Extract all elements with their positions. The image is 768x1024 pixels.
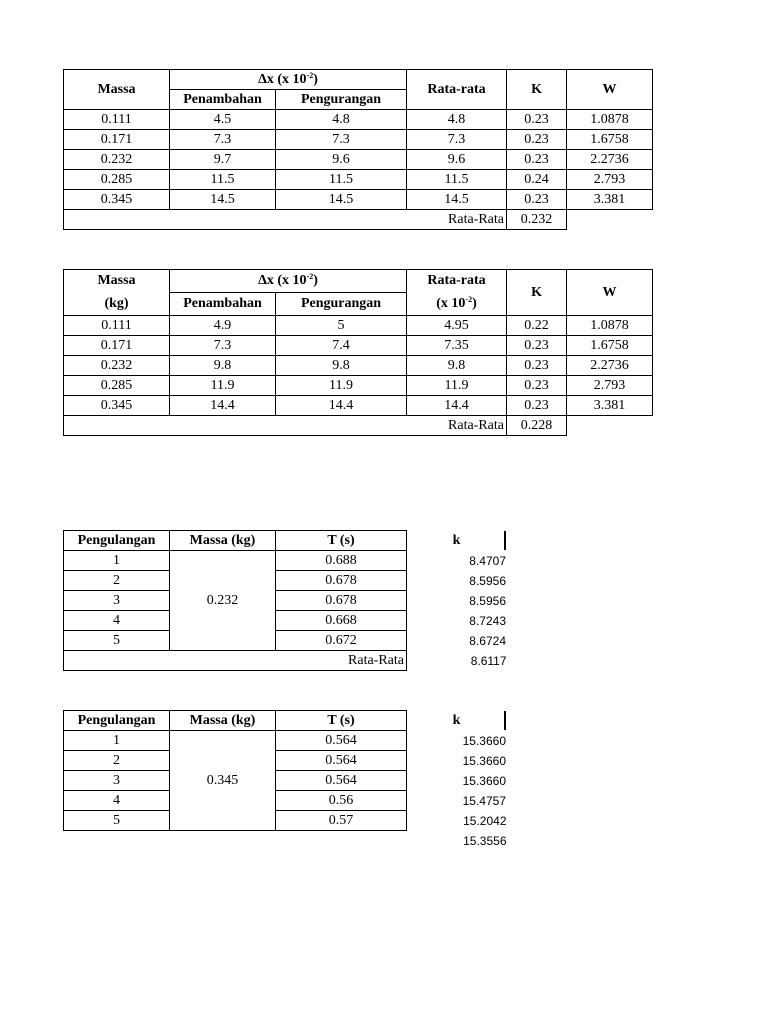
header-k: k [452, 712, 461, 728]
header-massa: Massa [64, 70, 170, 110]
header-penambahan: Penambahan [170, 293, 276, 316]
cell-w: 2.793 [567, 376, 653, 396]
cell-w: 1.6758 [567, 130, 653, 150]
cell-k: 15.4757 [462, 793, 506, 808]
cell-w: 2.793 [567, 170, 653, 190]
table-row [64, 771, 507, 791]
cell-massa: 0.111 [64, 316, 170, 336]
header-t: T (s) [276, 531, 407, 551]
table-row [64, 591, 507, 611]
cell-t: 0.678 [276, 591, 407, 611]
cell-pengurangan: 14.4 [276, 396, 407, 416]
header-k: k [452, 532, 461, 548]
cell-k: 0.23 [507, 150, 567, 170]
cell-k: 8.6724 [469, 633, 506, 648]
cell-rata-rata: 14.4 [407, 396, 507, 416]
cell-rata-rata: 7.35 [407, 336, 507, 356]
empty-cell [567, 210, 653, 230]
cell-k: 0.23 [507, 396, 567, 416]
cell-border [504, 531, 506, 550]
cell-pengurangan: 11.9 [276, 376, 407, 396]
cell-pengurangan: 11.5 [276, 170, 407, 190]
cell-massa: 0.345 [170, 731, 276, 831]
cell-k: 8.4707 [469, 553, 506, 568]
footer-value: 0.228 [507, 416, 567, 436]
table-3 [63, 530, 507, 671]
cell-massa: 0.232 [64, 150, 170, 170]
cell-w: 1.0878 [567, 110, 653, 130]
cell-k: 15.3660 [462, 733, 506, 748]
table-row [64, 611, 507, 631]
cell-k: 8.7243 [469, 613, 506, 628]
cell-t: 0.564 [276, 731, 407, 751]
cell-w: 2.2736 [567, 356, 653, 376]
cell-pengulangan: 2 [64, 751, 170, 771]
cell-k: 0.23 [507, 356, 567, 376]
cell-k: 8.5956 [469, 593, 506, 608]
cell-pengurangan: 9.8 [276, 356, 407, 376]
cell-k: 8.5956 [469, 573, 506, 588]
cell-massa: 0.111 [64, 110, 170, 130]
table-row [64, 190, 653, 210]
cell-k: 15.3660 [462, 773, 506, 788]
table-row [64, 396, 653, 416]
header-w: W [567, 70, 653, 110]
header-delta-x: Δx (x $10^{-2}$) [170, 270, 407, 293]
cell-w: 1.6758 [567, 336, 653, 356]
table-row [64, 571, 507, 591]
cell-t: 0.564 [276, 771, 407, 791]
table-row [64, 731, 507, 751]
header-w: W [567, 270, 653, 316]
cell-k: 0.24 [507, 170, 567, 190]
cell-k: 0.23 [507, 336, 567, 356]
cell-pengurangan: 9.6 [276, 150, 407, 170]
cell-massa: 0.171 [64, 336, 170, 356]
cell-pengurangan: 4.8 [276, 110, 407, 130]
cell-pengurangan: 7.4 [276, 336, 407, 356]
table-row [64, 356, 653, 376]
cell-w: 3.381 [567, 396, 653, 416]
table-row [64, 130, 653, 150]
cell-penambahan: 4.9 [170, 316, 276, 336]
cell-penambahan: 11.5 [170, 170, 276, 190]
cell-pengurangan: 5 [276, 316, 407, 336]
cell-massa: 0.285 [64, 170, 170, 190]
header-pengulangan: Pengulangan [64, 531, 170, 551]
cell-rata-rata: 4.95 [407, 316, 507, 336]
header-k: K [507, 270, 567, 316]
cell-k: 15.3660 [462, 753, 506, 768]
table-row [64, 631, 507, 651]
header-penambahan: Penambahan [170, 90, 276, 110]
cell-pengulangan: 1 [64, 731, 170, 751]
header-massa: Massa [64, 270, 170, 293]
cell-rata-rata: 11.9 [407, 376, 507, 396]
cell-k: 0.23 [507, 130, 567, 150]
cell-w: 3.381 [567, 190, 653, 210]
table-row [64, 751, 507, 771]
cell-massa: 0.171 [64, 130, 170, 150]
table-row [64, 316, 653, 336]
cell-penambahan: 14.4 [170, 396, 276, 416]
table-row [64, 791, 507, 811]
cell-t: 0.668 [276, 611, 407, 631]
cell-t: 0.672 [276, 631, 407, 651]
cell-t: 0.564 [276, 751, 407, 771]
header-massa: Massa (kg) [170, 711, 276, 731]
cell-pengulangan: 3 [64, 591, 170, 611]
cell-t: 0.678 [276, 571, 407, 591]
footer-label: Rata-Rata [64, 651, 407, 671]
cell-penambahan: 9.7 [170, 150, 276, 170]
cell-t: 0.688 [276, 551, 407, 571]
header-massa: Massa (kg) [170, 531, 276, 551]
footer-label: Rata-Rata [64, 210, 507, 230]
cell-massa: 0.345 [64, 396, 170, 416]
cell-k: 15.2042 [463, 813, 507, 828]
table-row [64, 110, 653, 130]
cell-rata-rata: 14.5 [407, 190, 507, 210]
cell-k: 0.23 [507, 376, 567, 396]
footer-label: Rata-Rata [64, 416, 507, 436]
cell-massa: 0.232 [170, 551, 276, 651]
cell-rata-rata: 9.8 [407, 356, 507, 376]
table-row [64, 551, 507, 571]
cell-penambahan: 14.5 [170, 190, 276, 210]
table-row [64, 170, 653, 190]
cell-w: 2.2736 [567, 150, 653, 170]
empty-cell [567, 416, 653, 436]
header-delta-x: Δx (x $10^{-2}$) [170, 70, 407, 90]
cell-pengulangan: 5 [64, 811, 170, 831]
cell-pengulangan: 5 [64, 631, 170, 651]
table-2 [63, 269, 653, 436]
cell-rata-rata: 11.5 [407, 170, 507, 190]
table-4 [63, 710, 507, 851]
cell-rata-rata: 9.6 [407, 150, 507, 170]
cell-rata-rata: 7.3 [407, 130, 507, 150]
cell-pengurangan: 14.5 [276, 190, 407, 210]
cell-penambahan: 7.3 [170, 130, 276, 150]
table-row [64, 336, 653, 356]
header-rata-rata: Rata-rata [407, 70, 507, 110]
cell-t: 0.56 [276, 791, 407, 811]
cell-pengulangan: 4 [64, 791, 170, 811]
cell-penambahan: 11.9 [170, 376, 276, 396]
cell-massa: 0.345 [64, 190, 170, 210]
cell-border [504, 711, 506, 730]
cell-pengulangan: 2 [64, 571, 170, 591]
table-row [64, 376, 653, 396]
header-pengulangan: Pengulangan [64, 711, 170, 731]
header-rata-rata: Rata-rata [407, 270, 507, 293]
header-k: K [507, 70, 567, 110]
table-row [64, 811, 507, 831]
cell-pengulangan: 1 [64, 551, 170, 571]
empty-cell [64, 831, 407, 851]
footer-value: 15.3556 [463, 833, 507, 848]
footer-value: 8.6117 [470, 653, 507, 668]
header-t: T (s) [276, 711, 407, 731]
cell-pengurangan: 7.3 [276, 130, 407, 150]
header-massa-unit: (kg) [64, 293, 170, 316]
cell-penambahan: 7.3 [170, 336, 276, 356]
cell-pengulangan: 3 [64, 771, 170, 791]
cell-k: 0.23 [507, 190, 567, 210]
cell-t: 0.57 [276, 811, 407, 831]
cell-k: 0.23 [507, 110, 567, 130]
cell-penambahan: 9.8 [170, 356, 276, 376]
cell-penambahan: 4.5 [170, 110, 276, 130]
header-pengurangan: Pengurangan [276, 90, 407, 110]
header-rata-unit: (x $10^{-2}$) [407, 293, 507, 316]
table-1 [63, 69, 653, 230]
header-pengurangan: Pengurangan [276, 293, 407, 316]
cell-w: 1.0878 [567, 316, 653, 336]
cell-massa: 0.232 [64, 356, 170, 376]
cell-massa: 0.285 [64, 376, 170, 396]
cell-pengulangan: 4 [64, 611, 170, 631]
cell-rata-rata: 4.8 [407, 110, 507, 130]
footer-value: 0.232 [507, 210, 567, 230]
cell-k: 0.22 [507, 316, 567, 336]
table-row [64, 150, 653, 170]
